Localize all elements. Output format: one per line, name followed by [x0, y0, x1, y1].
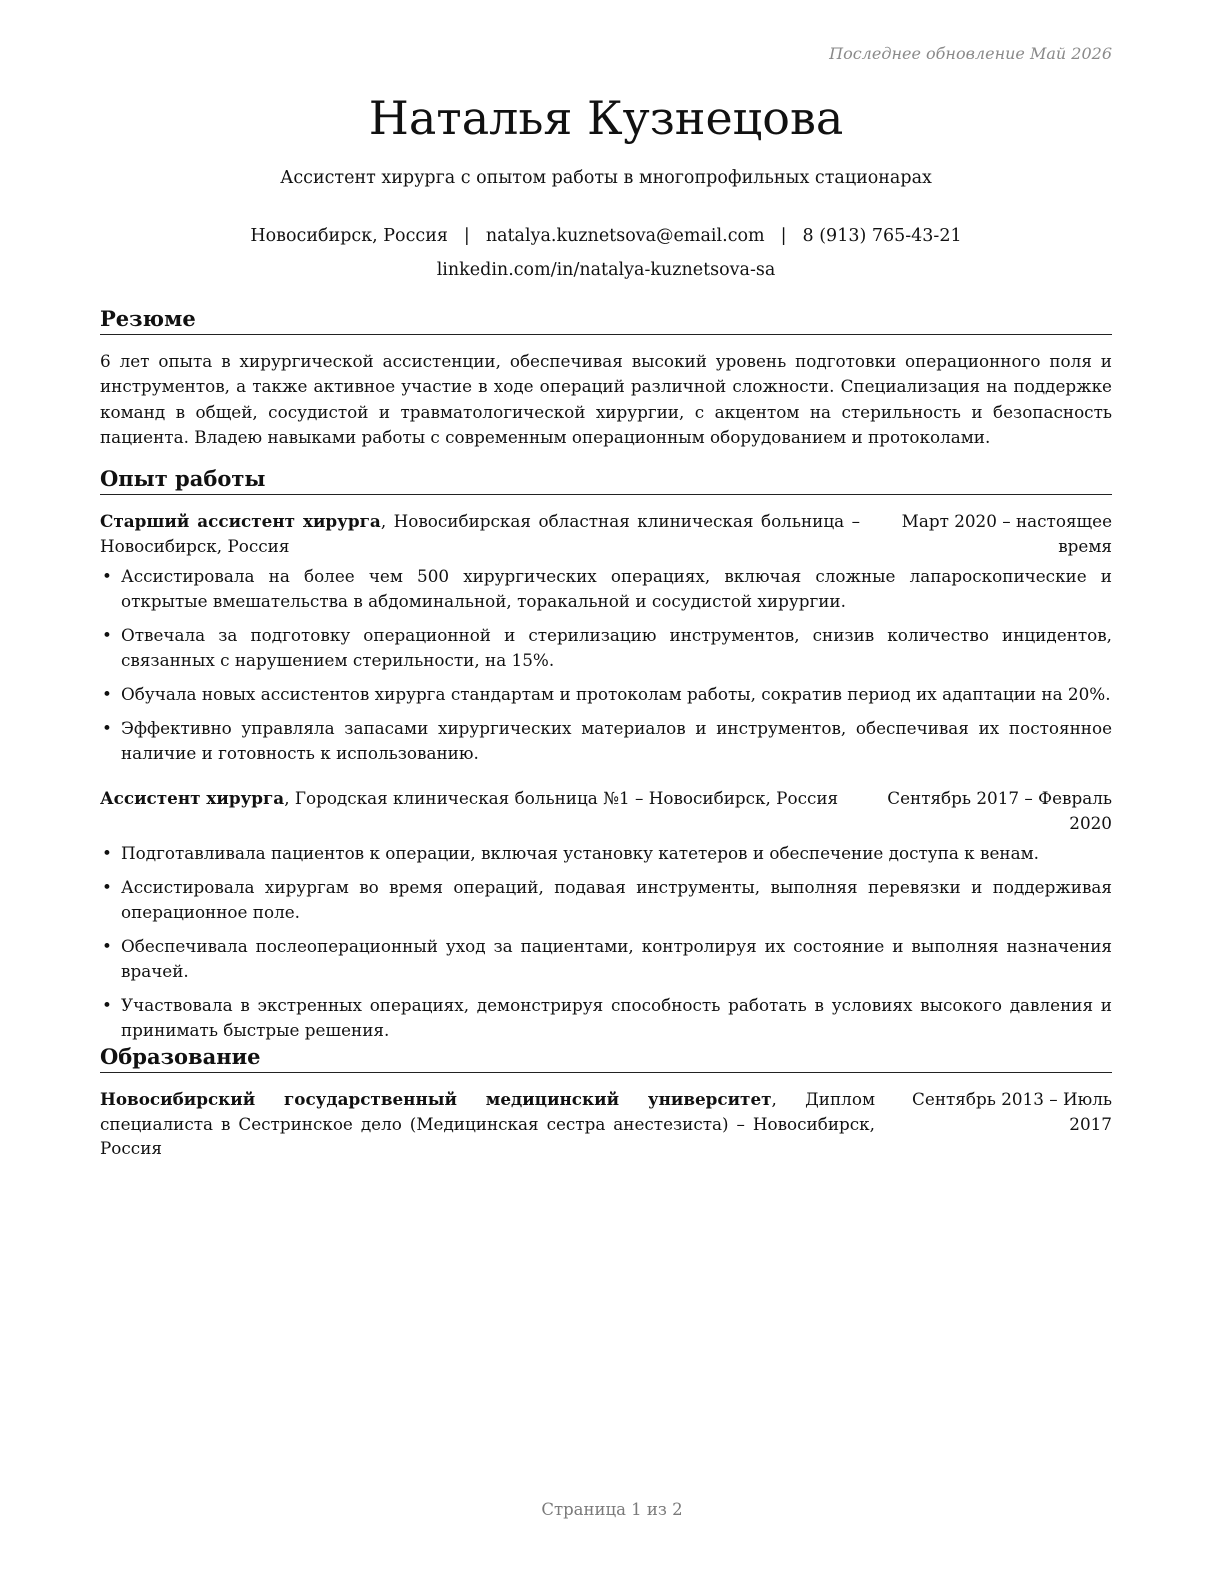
education-dates [882, 1087, 1112, 1136]
headline: Ассистент хирурга с опытом работы в многопрофильных стационарах [280, 168, 932, 188]
contact-line-2 [100, 253, 1112, 287]
job-role: Старший ассистент хирурга [100, 511, 381, 531]
resume-page [100, 0, 1112, 1584]
job-dates-line-1: Сентябрь 2017 – Февраль [887, 788, 1112, 808]
experience-section [100, 465, 1112, 1052]
summary-section [100, 305, 1112, 450]
summary-text: 6 лет опыта в хирургической ассистенции, обеспечивая высокий уровень подготовки операционного поля и инструментов, а также активное участие в ходе операций различной сложности. Специализация на поддержке команд в общей, сосудистой и травматологической хирургии, с акцентом на стерильность и безопасность пациента. Владею навыками работы с современным операционным оборудованием и протоколами. [100, 351, 1112, 447]
bullet-item: • Подготавливала пациентов к операции, включая установку катетеров и обеспечение доступа к венам. [100, 841, 1112, 866]
bullet-item: • Обеспечивала послеоперационный уход за пациентами, контролируя их состояние и выполняя назначения врачей. [100, 934, 1112, 984]
degree-details: , Диплом специалиста в Сестринское дело (Медицинская сестра анестезиста) – Новосибирск, Россия [100, 1089, 875, 1158]
job-entry [100, 509, 1112, 766]
job-role: Ассистент хирурга [100, 788, 285, 808]
education-title-line [100, 1087, 875, 1161]
separator: | [780, 226, 787, 246]
separator: | [463, 226, 470, 246]
section-title-education: Образование [100, 1043, 1112, 1073]
page-number: Страница 1 из 2 [541, 1500, 683, 1519]
section-title-experience: Опыт работы [100, 465, 1112, 495]
job-dates-line-2: 2020 [1069, 812, 1112, 833]
job-header [100, 509, 1112, 558]
job-org: , Городская клиническая больница №1 – Новосибирск, Россия [284, 788, 839, 808]
job-header [100, 786, 1112, 835]
bullet-item: • Эффективно управляла запасами хирургических материалов и инструментов, обеспечивая их постоянное наличие и готовность к использованию. [100, 716, 1112, 766]
job-bullets [100, 841, 1112, 1043]
bullet-item: • Участвовала в экстренных операциях, демонстрируя способность работать в условиях высокого давления и принимать быстрые решения. [100, 993, 1112, 1043]
education-dates-line-2: 2017 [1069, 1113, 1112, 1134]
phone: 8 (913) 765-43-21 [802, 226, 962, 246]
job-org: , Новосибирская областная клиническая больница – Новосибирск, Россия [100, 511, 860, 556]
job-title-line [100, 509, 860, 558]
candidate-name: Наталья Кузнецова [368, 91, 844, 145]
education-section [100, 1043, 1112, 1161]
education-dates-line-1: Сентябрь 2013 – Июль [912, 1089, 1112, 1109]
bullet-item: • Ассистировала на более чем 500 хирургических операциях, включая сложные лапароскопические и открытые вмешательства в абдоминальной, торакальной и сосудистой хирургии. [100, 564, 1112, 614]
job-entry [100, 786, 1112, 1043]
contact-info [100, 219, 1112, 287]
location: Новосибирск, Россия [250, 226, 448, 246]
job-dates [872, 786, 1112, 835]
email-link[interactable]: natalya.kuznetsova@email.com [485, 226, 765, 246]
contact-line-1 [100, 219, 1112, 253]
bullet-item: • Обучала новых ассистентов хирурга стандартам и протоколам работы, сократив период их адаптации на 20%. [100, 682, 1112, 707]
bullet-item: • Ассистировала хирургам во время операций, подавая инструменты, выполняя перевязки и поддерживая операционное поле. [100, 875, 1112, 925]
school-name: Новосибирский государственный медицинский университет [100, 1089, 772, 1109]
job-title-line [100, 786, 872, 811]
last-updated: Последнее обновление Май 2026 [829, 44, 1112, 63]
job-dates-line-1: Март 2020 – настоящее [901, 511, 1112, 531]
education-entry [100, 1087, 1112, 1161]
job-bullets [100, 564, 1112, 766]
linkedin-link[interactable]: linkedin.com/in/natalya-kuznetsova-sa [436, 260, 776, 280]
job-dates [902, 509, 1112, 558]
bullet-item: • Отвечала за подготовку операционной и стерилизацию инструментов, снизив количество инцидентов, связанных с нарушением стерильности, на 15%. [100, 623, 1112, 673]
job-dates-line-2: время [1058, 535, 1112, 556]
section-title-summary: Резюме [100, 305, 1112, 335]
